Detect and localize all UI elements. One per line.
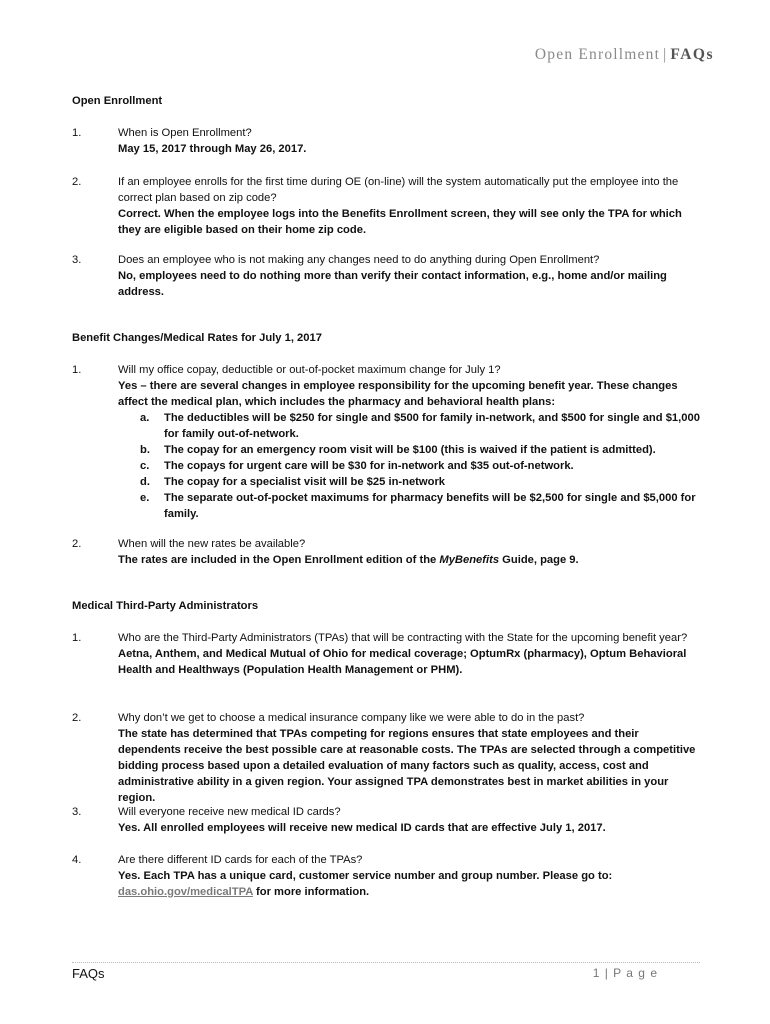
faq-item [72, 125, 700, 157]
medical-tpa-link[interactable]: das.ohio.gov/medicalTPA [118, 886, 253, 898]
sub-letter: a. [140, 412, 150, 424]
faq-question: Why don’t we get to choose a medical insurance company like we were able to do in the past? [118, 712, 585, 724]
sub-letter: c. [140, 460, 150, 472]
sub-text: The separate out-of-pocket maximums for pharmacy benefits will be $2,500 for single and $5,000 for family. [164, 492, 696, 520]
answer-text: The rates are included in the Open Enrollment edition of the [118, 554, 440, 566]
guide-name: MyBenefits [439, 554, 500, 566]
footer-divider [72, 962, 700, 963]
faq-question: Who are the Third-Party Administrators (TPAs) that will be contracting with the State for the upcoming benefit year? [118, 632, 688, 644]
faq-answer: Aetna, Anthem, and Medical Mutual of Ohio for medical coverage; OptumRx (pharmacy), Optum Behavioral Health and Healthways (Population Health Management or PHM). [118, 648, 687, 676]
footer-label: FAQs [72, 966, 105, 981]
faq-answer: The state has determined that TPAs competing for regions ensures that state employees and their dependents receive the best possible care at reasonable costs. The TPAs are selected through a competitive bidding process based upon a detailed evaluation of many factors such as quality, access, cost and administrative ability in a given region. Your assigned TPA demonstrates best in market abilities in your region. [118, 728, 696, 804]
faq-sub-item [118, 410, 700, 442]
faq-sub-item [118, 458, 700, 474]
faq-number: 2. [72, 176, 82, 188]
sub-text: The deductibles will be $250 for single and $500 for family in-network, and $500 for single and $1,000 for family out-of-network. [164, 412, 700, 440]
faq-answer: Yes. All enrolled employees will receive new medical ID cards that are effective July 1, 2017. [118, 822, 606, 834]
faq-number: 3. [72, 254, 82, 266]
faq-answer: May 15, 2017 through May 26, 2017. [118, 143, 307, 155]
answer-text: Guide, page 9. [499, 554, 579, 566]
answer-text: for more information. [252, 886, 370, 898]
faq-number: 1. [72, 127, 82, 139]
page-number: 1 | P a g e [592, 966, 658, 980]
faq-question: Does an employee who is not making any changes need to do anything during Open Enrollment? [118, 254, 600, 266]
faq-question: When will the new rates be available? [118, 538, 306, 550]
faq-number: 3. [72, 806, 82, 818]
sub-letter: b. [140, 444, 150, 456]
answer-text: Yes. Each TPA has a unique card, customer service number and group number. Please go to: [118, 870, 613, 882]
sub-letter: e. [140, 492, 150, 504]
faq-item [72, 710, 700, 806]
section-title-tpa: Medical Third-Party Administrators [72, 600, 259, 612]
faq-number: 2. [72, 712, 82, 724]
faq-question: Will my office copay, deductible or out-of-pocket maximum change for July 1? [118, 364, 501, 376]
faq-answer: Yes – there are several changes in employee responsibility for the upcoming benefit year. These changes affect the medical plan, which includes the pharmacy and behavioral health plans: [118, 380, 678, 408]
faq-number: 1. [72, 364, 82, 376]
faq-sub-item [118, 442, 700, 458]
faq-item [72, 362, 700, 522]
sub-text: The copay for an emergency room visit will be $100 (this is waived if the patient is admitted). [164, 444, 656, 456]
page-header [535, 46, 714, 64]
faq-number: 4. [72, 854, 82, 866]
sub-text: The copay for a specialist visit will be $25 in-network [164, 476, 446, 488]
faq-answer [118, 868, 700, 900]
header-suffix: FAQs [670, 46, 714, 63]
faq-item [72, 174, 700, 238]
faq-number: 2. [72, 538, 82, 550]
header-separator: | [663, 46, 668, 63]
faq-question: Will everyone receive new medical ID cards? [118, 806, 341, 818]
faq-answer: No, employees need to do nothing more than verify their contact information, e.g., home and/or mailing address. [118, 270, 667, 298]
faq-answer: Correct. When the employee logs into the Benefits Enrollment screen, they will see only the TPA for which they are eligible based on their home zip code. [118, 208, 682, 236]
section-title-benefit-changes: Benefit Changes/Medical Rates for July 1, 2017 [72, 332, 322, 344]
sub-letter: d. [140, 476, 150, 488]
sub-text: The copays for urgent care will be $30 for in-network and $35 out-of-network. [164, 460, 574, 472]
faq-question: Are there different ID cards for each of the TPAs? [118, 854, 363, 866]
faq-number: 1. [72, 632, 82, 644]
faq-question: When is Open Enrollment? [118, 127, 252, 139]
header-title: Open Enrollment [534, 46, 661, 63]
faq-sub-item [118, 490, 700, 522]
faq-item [72, 630, 700, 678]
section-title-open-enrollment: Open Enrollment [72, 95, 163, 107]
faq-item [72, 536, 700, 568]
faq-item [72, 252, 700, 300]
faq-answer [118, 552, 700, 568]
faq-item [72, 852, 700, 900]
faq-item [72, 804, 700, 836]
faq-question: If an employee enrolls for the first time during OE (on-line) will the system automatically put the employee into the correct plan based on zip code? [118, 176, 679, 204]
faq-sub-item [118, 474, 700, 490]
